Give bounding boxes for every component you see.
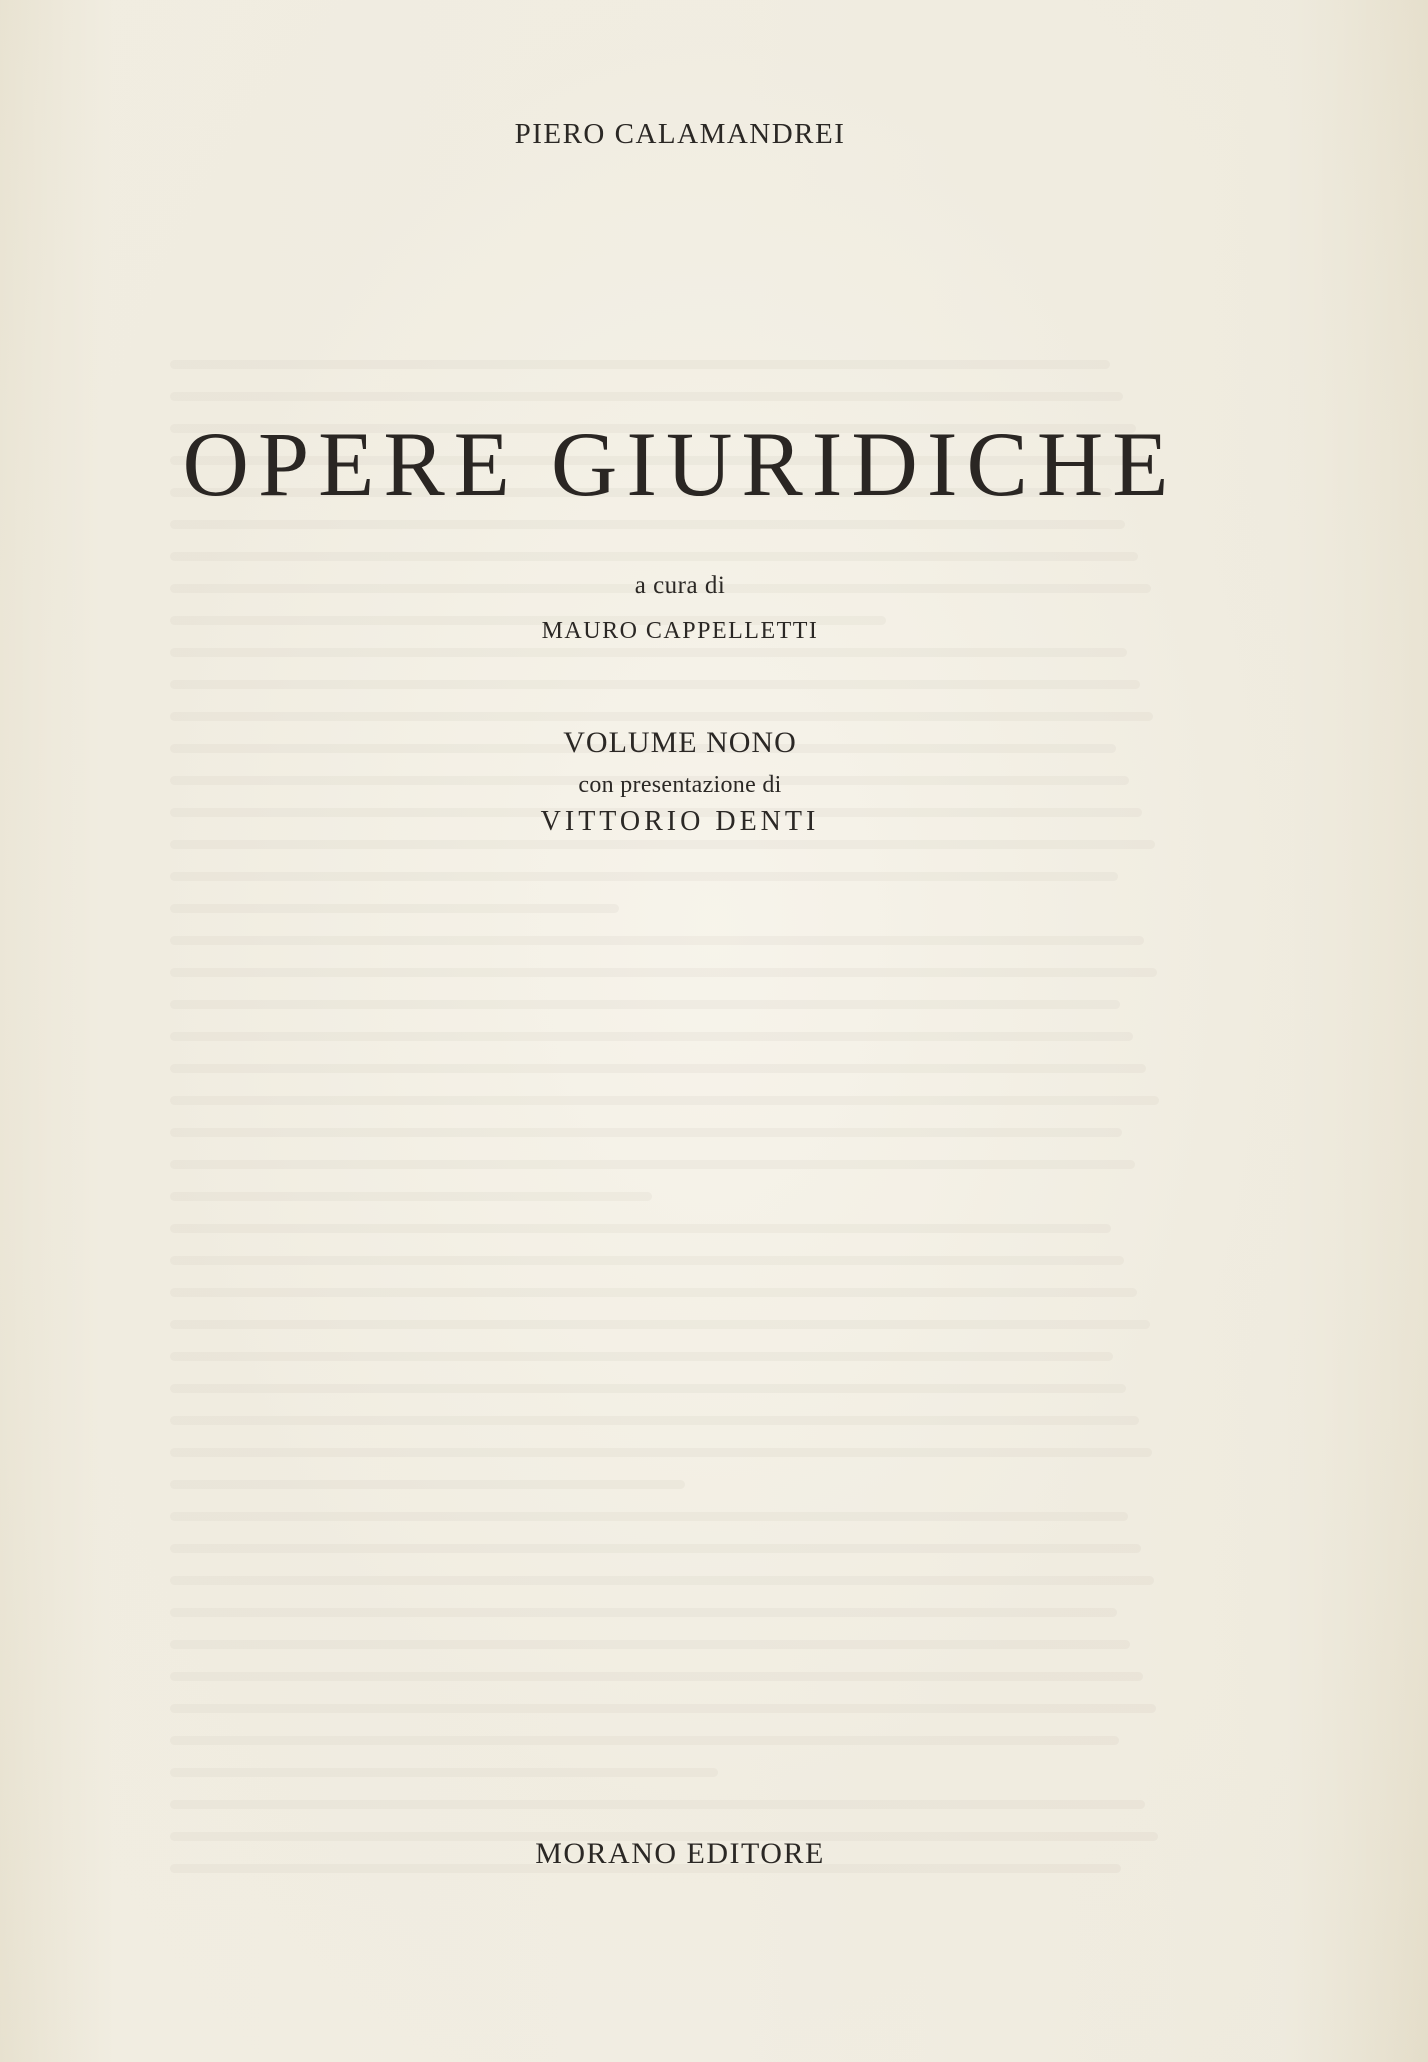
curatela-label: a cura di: [634, 572, 726, 599]
show-through-line: [170, 1160, 1135, 1169]
show-through-line: [170, 936, 1144, 945]
show-through-line: [170, 1256, 1124, 1265]
show-through-line: [170, 1320, 1150, 1329]
show-through-line: [170, 1224, 1111, 1233]
show-through-line: [170, 552, 1138, 561]
show-through-line: [170, 1576, 1154, 1585]
show-through-line: [170, 1640, 1130, 1649]
show-through-line: [170, 968, 1157, 977]
show-through-line: [170, 1608, 1117, 1617]
show-through-line: [170, 1352, 1113, 1361]
show-through-line: [170, 1704, 1156, 1713]
show-through-line: [170, 680, 1140, 689]
show-through-line: [170, 872, 1118, 881]
show-through-line: [170, 1192, 652, 1201]
show-through-line: [170, 1544, 1141, 1553]
show-through-line: [170, 1480, 685, 1489]
show-through-line: [170, 1064, 1146, 1073]
show-through-line: [170, 520, 1125, 529]
presenter-name: VITTORIO DENTI: [540, 806, 820, 837]
show-through-line: [170, 1000, 1120, 1009]
show-through-line: [170, 840, 1155, 849]
show-through-line: [170, 1448, 1152, 1457]
show-through-line: [170, 904, 619, 913]
editor-name: MAURO CAPPELLETTI: [541, 618, 819, 644]
show-through-line: [170, 712, 1153, 721]
show-through-line: [170, 1416, 1139, 1425]
show-through-line: [170, 1672, 1143, 1681]
show-through-line: [170, 1384, 1126, 1393]
show-through-line: [170, 1032, 1133, 1041]
author-name: PIERO CALAMANDREI: [514, 118, 846, 150]
show-through-line: [170, 648, 1127, 657]
show-through-line: [170, 1768, 718, 1777]
show-through-line: [170, 360, 1110, 369]
show-through-line: [170, 1288, 1137, 1297]
volume-label: VOLUME NONO: [563, 726, 797, 759]
show-through-line: [170, 1512, 1128, 1521]
show-through-line: [170, 1736, 1119, 1745]
book-title: OPERE GIURIDICHE: [182, 413, 1178, 515]
publisher-name: MORANO EDITORE: [535, 1837, 825, 1870]
show-through-line: [170, 1800, 1145, 1809]
show-through-line: [170, 1128, 1122, 1137]
show-through-line: [170, 1096, 1159, 1105]
show-through-line: [170, 392, 1123, 401]
presentation-label: con presentazione di: [578, 772, 782, 798]
